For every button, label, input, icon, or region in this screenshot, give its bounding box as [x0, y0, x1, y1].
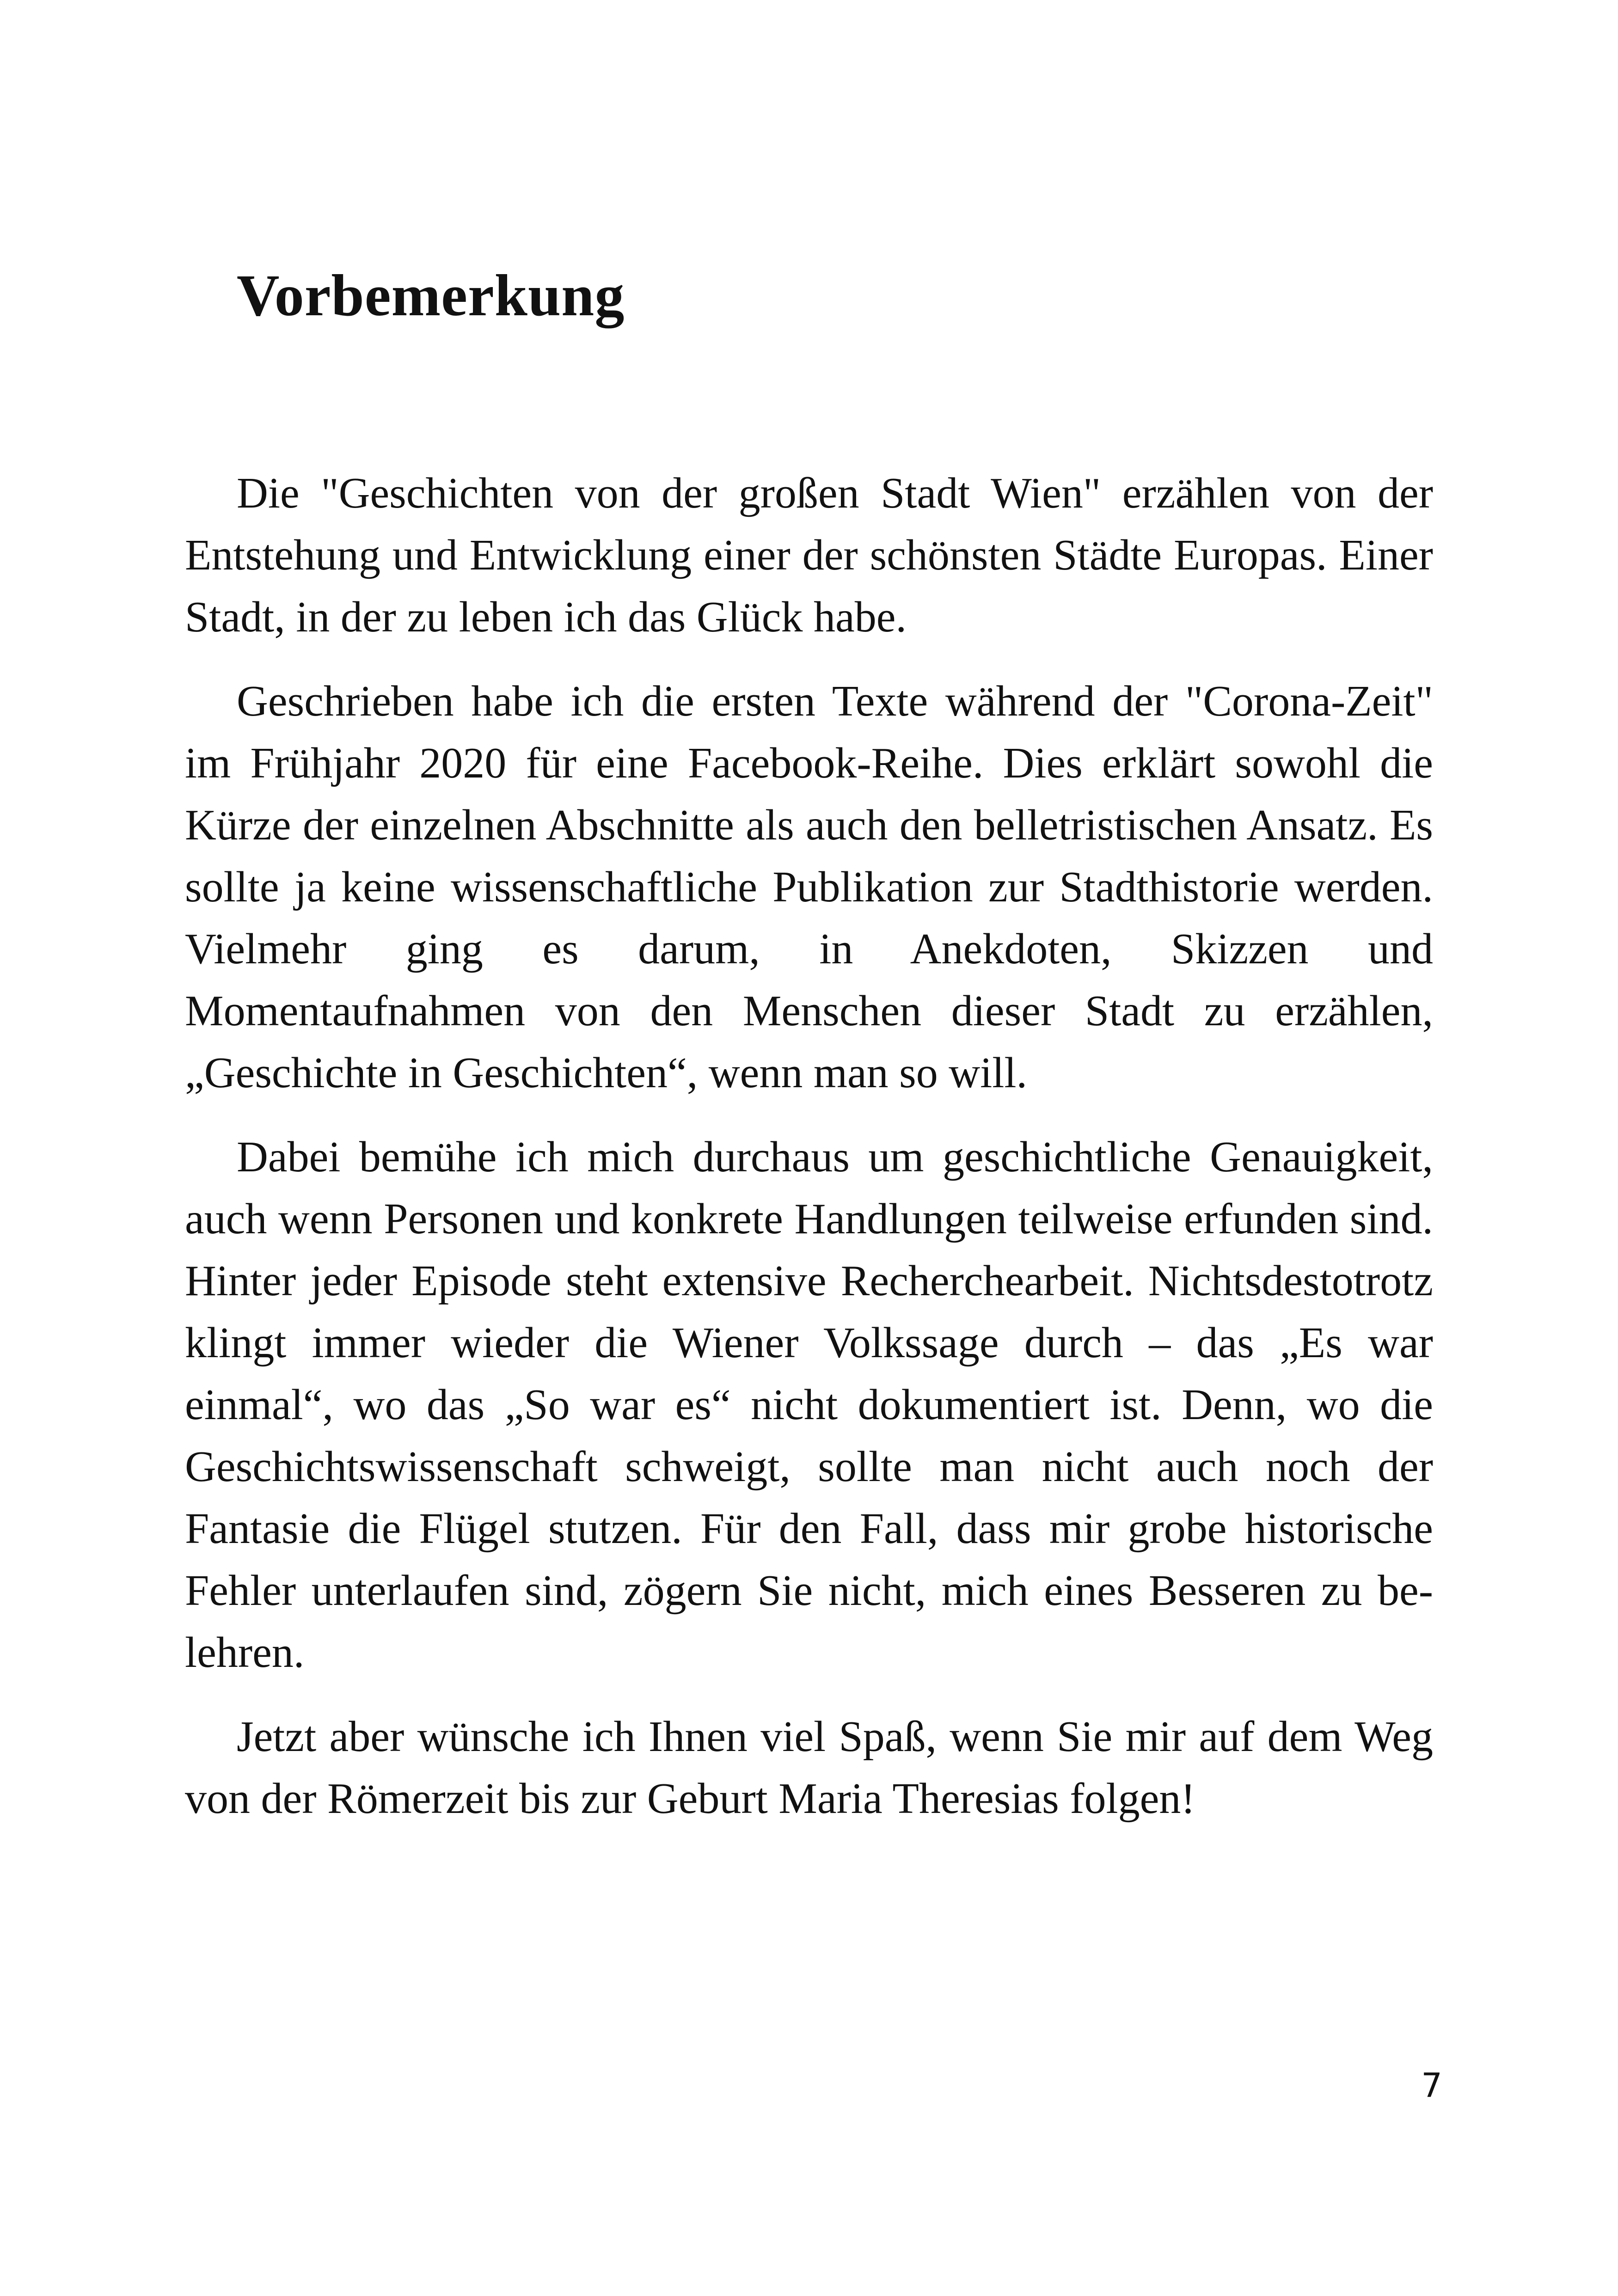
chapter-heading: Vorbemerkung: [237, 263, 625, 328]
paragraph-1: Die "Geschichten von der großen Stadt Wien" erzählen von der Entstehung und Entwicklung einer der schönsten Städte Europas. Einer Stadt, in der zu leben ich das Glück habe.: [185, 469, 1433, 641]
page-number: 7: [1421, 2066, 1442, 2105]
paragraph-4: Jetzt aber wünsche ich Ihnen viel Spaß, wenn Sie mir auf dem Weg von der Römerzeit bis zur Geburt Maria Theresias folgen!: [185, 1713, 1433, 1823]
body-text: [185, 462, 1433, 1830]
paragraph-2: Geschrieben habe ich die ersten Texte während der "Corona-Zeit" im Frühjahr 2020 für eine Facebook-Reihe. Dies erklärt sowohl die Kürze der einzelnen Abschnitte als auch den belletristischen Ansatz. Es sollte ja keine wissenschaftliche Publikation zur Stadthistorie werden. Vielmehr ging es darum, in Anekdoten, Skizzen und Momentaufnahmen von den Menschen dieser Stadt zu erzählen, „Geschichte in Geschichten“, wenn man so will.: [185, 677, 1433, 1097]
paragraph-3: Dabei bemühe ich mich durchaus um geschichtliche Genauigkeit, auch wenn Personen und konkrete Handlungen teilweise erfunden sind. Hinter jeder Episode steht extensive Recherchearbeit. Nichtsdestotrotz klingt immer wieder die Wiener Volkssage durch – das „Es war einmal“, wo das „So war es“ nicht dokumentiert ist. Denn, wo die Geschichtswissenschaft schweigt, sollte man nicht auch noch der Fantasie die Flügel stutzen. Für den Fall, dass mir grobe historische Fehler unterlaufen sind, zögern Sie nicht, mich eines Besseren zu belehren.: [185, 1133, 1433, 1677]
